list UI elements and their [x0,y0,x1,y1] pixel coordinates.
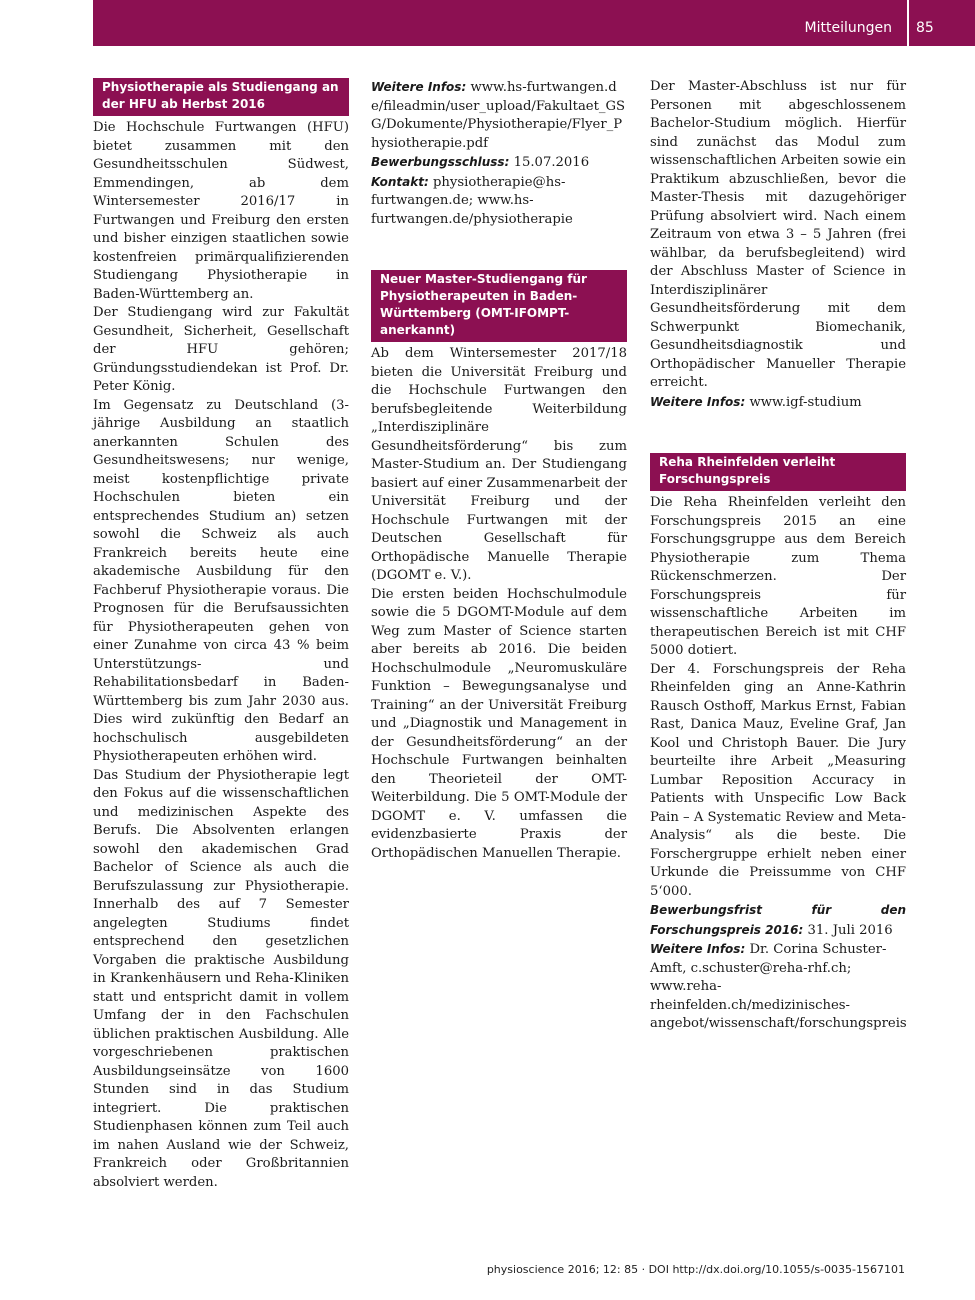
section-title: Mitteilungen [804,20,892,36]
deadline-value: 31. Juli 2016 [807,922,893,938]
paragraph: Der 4. Forschungspreis der Reha Rheinfelden ging an Anne-Kathrin Rausch Osthoff, Markus Ernst, Fabian Rast, Danica Mauz, Eveline Graf, Jan Kool und Christoph Bauer. Die Jury beurteilte ihre Arbeit „Measuring Lumbar Reposition Accuracy in Patients with Unspecific Low Back Pain – A Systematic Review and Meta-Analysis“ als die beste. Die Forschergruppe erhielt neben einer Urkunde die Preissumme von CHF 5‘000. [650,661,906,899]
info-label: Weitere Infos: [650,394,746,409]
header-divider [907,0,909,46]
paragraph: Im Gegensatz zu Deutschland (3-jährige Ausbildung an staatlich anerkannten Schulen des Gesundheitswesens; nur wenige, meist kostenpflichtige private Hochschulen bieten ein entsprechendes Studium an) setzen sowohl die Schweiz als auch Frankreich bereits heute eine akademische Ausbildung für den Fachberuf Physiotherapie voraus. Die Prognosen für die Berufsaussichten für Physiotherapeuten gehen von einer Zunahme von circa 43 % beim Unterstützungs- und Rehabilitationsbedarf in Baden-Württemberg bis zum Jahr 2030 aus. Dies wird zukünftig den Bedarf an hochschulisch ausgebildeten Physiotherapeuten erhöhen wird. [93,397,349,764]
info-label: Weitere Infos: [650,942,746,956]
column-2 [371,78,627,863]
paragraph: Die Reha Rheinfelden verleiht den Forschungspreis 2015 an eine Forschungsgruppe aus dem Bereich Physiotherapie zum Thema Rückenschmerzen. Der Forschungspreis für wissenschaftliche Arbeiten im therapeutischen Bereich ist mit CHF 5000 dotiert. [650,495,906,658]
contact-line [371,173,627,230]
paragraph: Der Master-Abschluss ist nur für Personen mit abgeschlossenem Bachelor-Studium möglich. Hierfür sind zunächst das Modul zum wissenschaftlichen Arbeiten sowie ein Praktikum abzuschließen, bevor die Master-Thesis mit dazugehöriger Prüfung absolviert wird. Nach einem Zeitraum von etwa 3 – 5 Jahren (frei wählbar, da berufsbegleitend) wird der Abschluss Master of Science in Interdisziplinärer Gesundheitsförderung mit dem Schwerpunkt Biomechanik, Gesundheitsdiagnostik und Orthopädischer Manueller Therapie erreicht. [650,79,906,390]
info-line [371,78,627,153]
info-link[interactable]: www.hs-furtwangen.de/fileadmin/user_upload/Fakultaet_GSG/Dokumente/Physiotherapie/Flyer_Physiotherapie.pdf [371,80,626,151]
paragraph: Das Studium der Physiotherapie legt den Fokus auf die wissenschaftlichen und medizinischen Aspekte des Berufs. Die Absolventen erlangen sowohl den akademischen Grad Bachelor of Science als auch die Berufszulassung zur Physiotherapie. Innerhalb des auf 7 Semester angelegten Studiums findet entsprechend den gesetzlichen Vorgaben die praktische Ausbildung in Krankenhäusern und Reha-Kliniken statt und entspricht damit in vollem Umfang der in den Fachschulen üblichen praktischen Ausbildung. Alle vorgeschriebenen praktischen Ausbildungseinsätze von 1600 Stunden sind in das Studium integriert. Die praktischen Studienphasen können zum Teil auch im nahen Ausland wie der Schweiz, Frankreich oder Großbritannien absolviert werden. [93,767,349,1190]
info-line [650,940,906,1034]
paragraph: Die ersten beiden Hochschulmodule sowie die 5 DGOMT-Module auf dem Weg zum Master of Science starten aber bereits ab 2016. Die beiden Hochschulmodule „Neuromuskuläre Funktion – Bewegungsanalyse und Training“ an der Universität Freiburg und „Diagnostik und Management in der Gesundheitsförderung“ an der Hochschule Furtwangen beinhalten den Theorieteil der OMT-Weiterbildung. Die 5 OMT-Module der DGOMT e. V. umfassen die evidenzbasierte Praxis der Orthopädischen Manuellen Therapie. [371,586,627,861]
deadline-label: Bewerbungsfrist für den Forschungspreis 2016: [650,903,906,937]
info-label: Weitere Infos: [371,80,467,94]
deadline-label: Bewerbungsschluss: [371,155,510,169]
page-number: 85 [916,20,934,36]
info-text[interactable]: Dr. Corina Schuster-Amft, c.schuster@reha-rhf.ch; www.reha-rheinfelden.ch/medizinisches-angebot/wissenschaft/forschungspreis [650,942,907,1031]
deadline-line [371,153,627,173]
contact-link[interactable]: physiotherapie@hs-furtwangen.de; www.hs-furtwangen.de/physiotherapie [371,174,573,227]
paragraph: Ab dem Wintersemester 2017/18 bieten die Universität Freiburg und die Hochschule Furtwangen den berufsbegleitende Weiterbildung „Interdisziplinäre Gesundheitsförderung“ bis zum Master-Studium an. Der Studiengang basiert auf einer Zusammenarbeit der Universität Freiburg und der Hochschule Furtwangen mit der Deutschen Gesellschaft für Orthopädische Manuelle Therapie (DGOMT e. V.). [371,346,627,583]
info-link[interactable]: www.igf-studium [749,394,862,410]
info-line [650,393,906,413]
article-heading: Reha Rheinfelden verleiht Forschungspreis [650,453,906,491]
article-heading: Physiotherapie als Studiengang an der HFU ab Herbst 2016 [93,78,349,116]
paragraph: Die Hochschule Furtwangen (HFU) bietet zusammen mit den Gesundheitsschulen Südwest, Emmendingen, ab dem Wintersemester 2016/17 in Furtwangen und Freiburg den ersten und bisher einzigen staatlichen sowie kostenfreien primärqualifizierenden Studiengang Physiotherapie in Baden-Württemberg an. [93,120,349,302]
contact-label: Kontakt: [371,174,429,189]
paragraph: Der Studiengang wird zur Fakultät Gesundheit, Sicherheit, Gesellschaft der HFU gehören; Gründungsstudiendekan ist Prof. Dr. Peter König. [93,305,349,394]
footer-citation: physioscience 2016; 12: 85 · DOI http://dx.doi.org/10.1055/s-0035-1567101 [486,1263,905,1276]
deadline-line [650,901,906,940]
article-heading: Neuer Master-Studiengang für Physiotherapeuten in Baden-Württemberg (OMT-IFOMPT-anerkannt) [371,270,627,342]
deadline-value: 15.07.2016 [513,155,590,170]
column-3 [650,78,906,1034]
column-1 [93,78,349,1192]
